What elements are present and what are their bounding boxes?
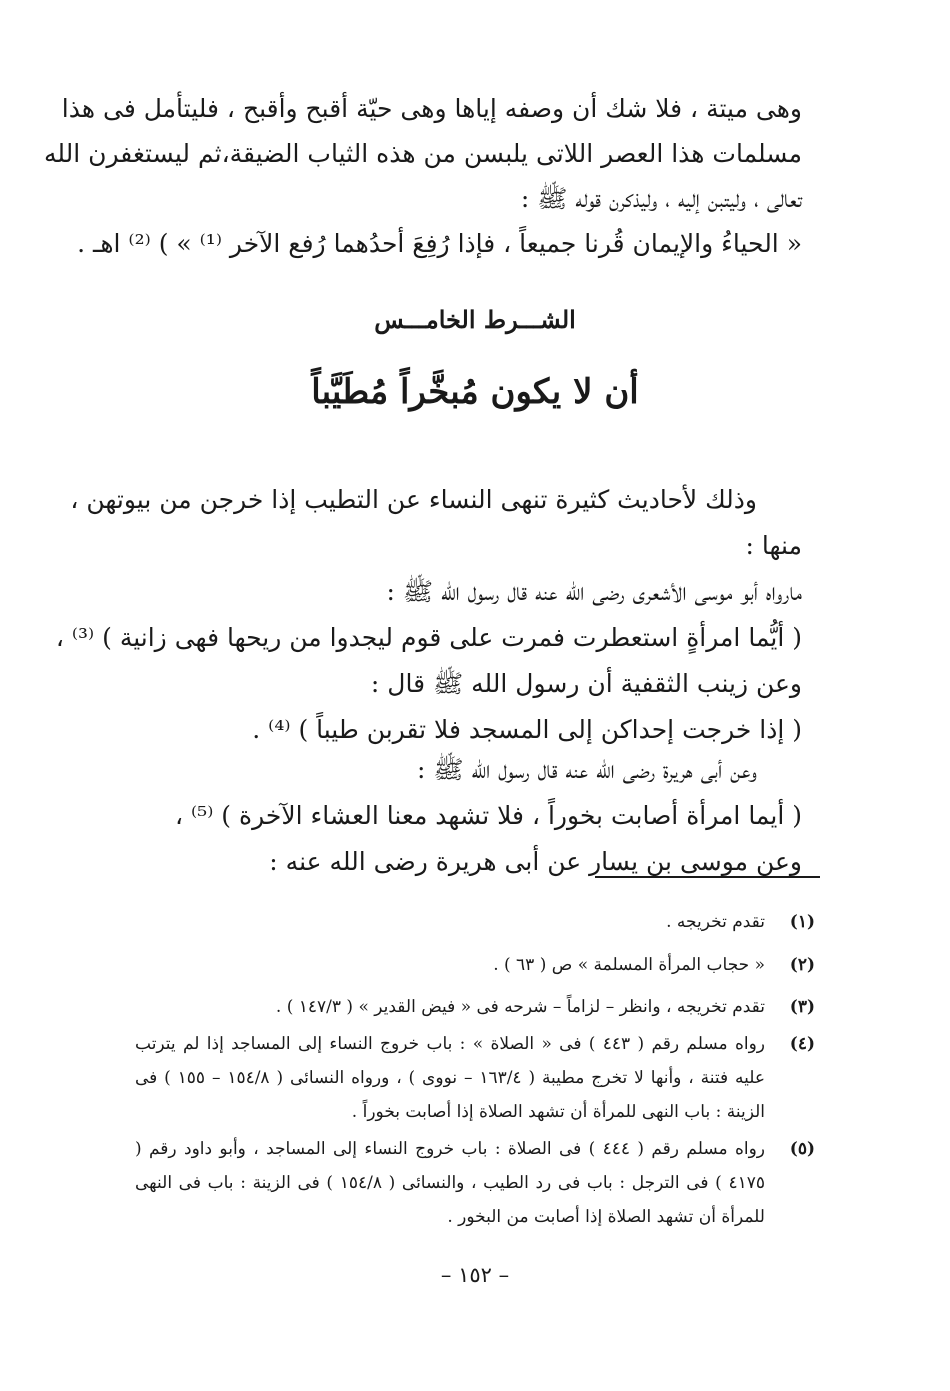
hadith-quote: « الحياءُ والإيمان قُرنا جميعاً ، فإذا رُفِعَ أحدُهما رُفع الآخر ⁽¹⁾ » ) ⁽²⁾ اهـ . <box>77 229 802 258</box>
text-line: مارواه أبو موسى الأشعرى رضى الله عنه قال رسول الله ﷺ : <box>386 577 802 606</box>
body-paragraph-2 <box>122 747 802 885</box>
section-title: أن لا يكون مُبخَّراً مُطَيَّباً <box>311 372 639 412</box>
footnote-text: رواه مسلم رقم ( ٤٤٤ ) فى الصلاة : باب خروج النساء إلى المساجد ، وأبو داود رقم ( ٤١٧٥ ) فى الترجل : باب فى رد الطيب ، والنسائى ( ١٥٤/٨ ) فى الزينة : باب فى النهى للمرأة أن تشهد الصلاة إذا أصابت من البخور . <box>135 1139 765 1227</box>
footnote-number: (١) <box>789 912 815 932</box>
footnote-number: (٣) <box>789 997 815 1017</box>
footnote-1 <box>135 905 815 939</box>
intro-paragraph <box>43 86 802 266</box>
footnote-text: رواه مسلم رقم ( ٤٤٣ ) فى « الصلاة » : باب خروج النساء إلى المساجد إذا لم يترتب عليه فتنة ، وأنها لا تخرج مطيبة ( ١٦٣/٤ – نووى ) ، ورواه النسائى ( ١٥٤/٨ – ١٥٥ ) فى الزينة : باب النهى للمرأة أن تشهد الصلاة إذا أصابت بخوراً . <box>135 1034 765 1122</box>
text-line: وعن أبى هريرة رضى الله عنه قال رسول الله ﷺ : <box>416 755 757 784</box>
footnote-number: (٢) <box>789 955 815 975</box>
page-number: – ١٥٢ – <box>440 1263 510 1287</box>
hadith-quote: ( إذا خرجت إحداكن إلى المسجد فلا تقربن طيباً ) ⁽⁴⁾ . <box>252 715 802 744</box>
footnote-text: « حجاب المرأة المسلمة » ص ( ٦٣ ) . <box>493 955 765 975</box>
footnote-separator <box>595 876 820 878</box>
text-line: مسلمات هذا العصر اللاتى يلبسن من هذه الثياب الضيقة،ثم ليستغفرن الله <box>43 139 802 168</box>
body-paragraph-1 <box>55 477 802 753</box>
hadith-quote: ( أيُّما امرأةٍ استعطرت فمرت على قوم ليجدوا من ريحها فهى زانية ) ⁽³⁾ ، <box>55 623 802 652</box>
footnote-4 <box>135 1027 815 1129</box>
text-line: منها : <box>745 531 802 560</box>
text-line: تعالى ، وليتبن إليه ، وليذكرن قوله ﷺ : <box>520 184 802 213</box>
text-line: وعن موسى بن يسار عن أبى هريرة رضى الله عنه : <box>269 847 802 876</box>
footnote-3 <box>135 990 815 1024</box>
text-line: وهى ميتة ، فلا شك أن وصفه إياها وهى حيّة أقبح وأقبح ، فليتأمل فى هذا <box>61 94 802 123</box>
text-line: وذلك لأحاديث كثيرة تنهى النساء عن التطيب إذا خرجن من بيوتهن ، <box>70 485 757 514</box>
text-line: وعن زينب الثقفية أن رسول الله ﷺ قال : <box>370 669 802 698</box>
footnote-5 <box>135 1132 815 1234</box>
footnote-number: (٤) <box>789 1034 815 1054</box>
footnote-text: تقدم تخريجه ، وانظر – لزاماً – شرحه فى « فيض القدير » ( ١٤٧/٣ ) . <box>275 997 765 1017</box>
footnote-number: (٥) <box>789 1139 815 1159</box>
footnote-text: تقدم تخريجه . <box>666 912 765 932</box>
hadith-quote: ( أيما امرأة أصابت بخوراً ، فلا تشهد معنا العشاء الآخرة ) ⁽⁵⁾ ، <box>175 801 802 830</box>
footnote-2 <box>135 948 815 982</box>
section-label: الشـــرط الخامـــس <box>374 305 576 334</box>
